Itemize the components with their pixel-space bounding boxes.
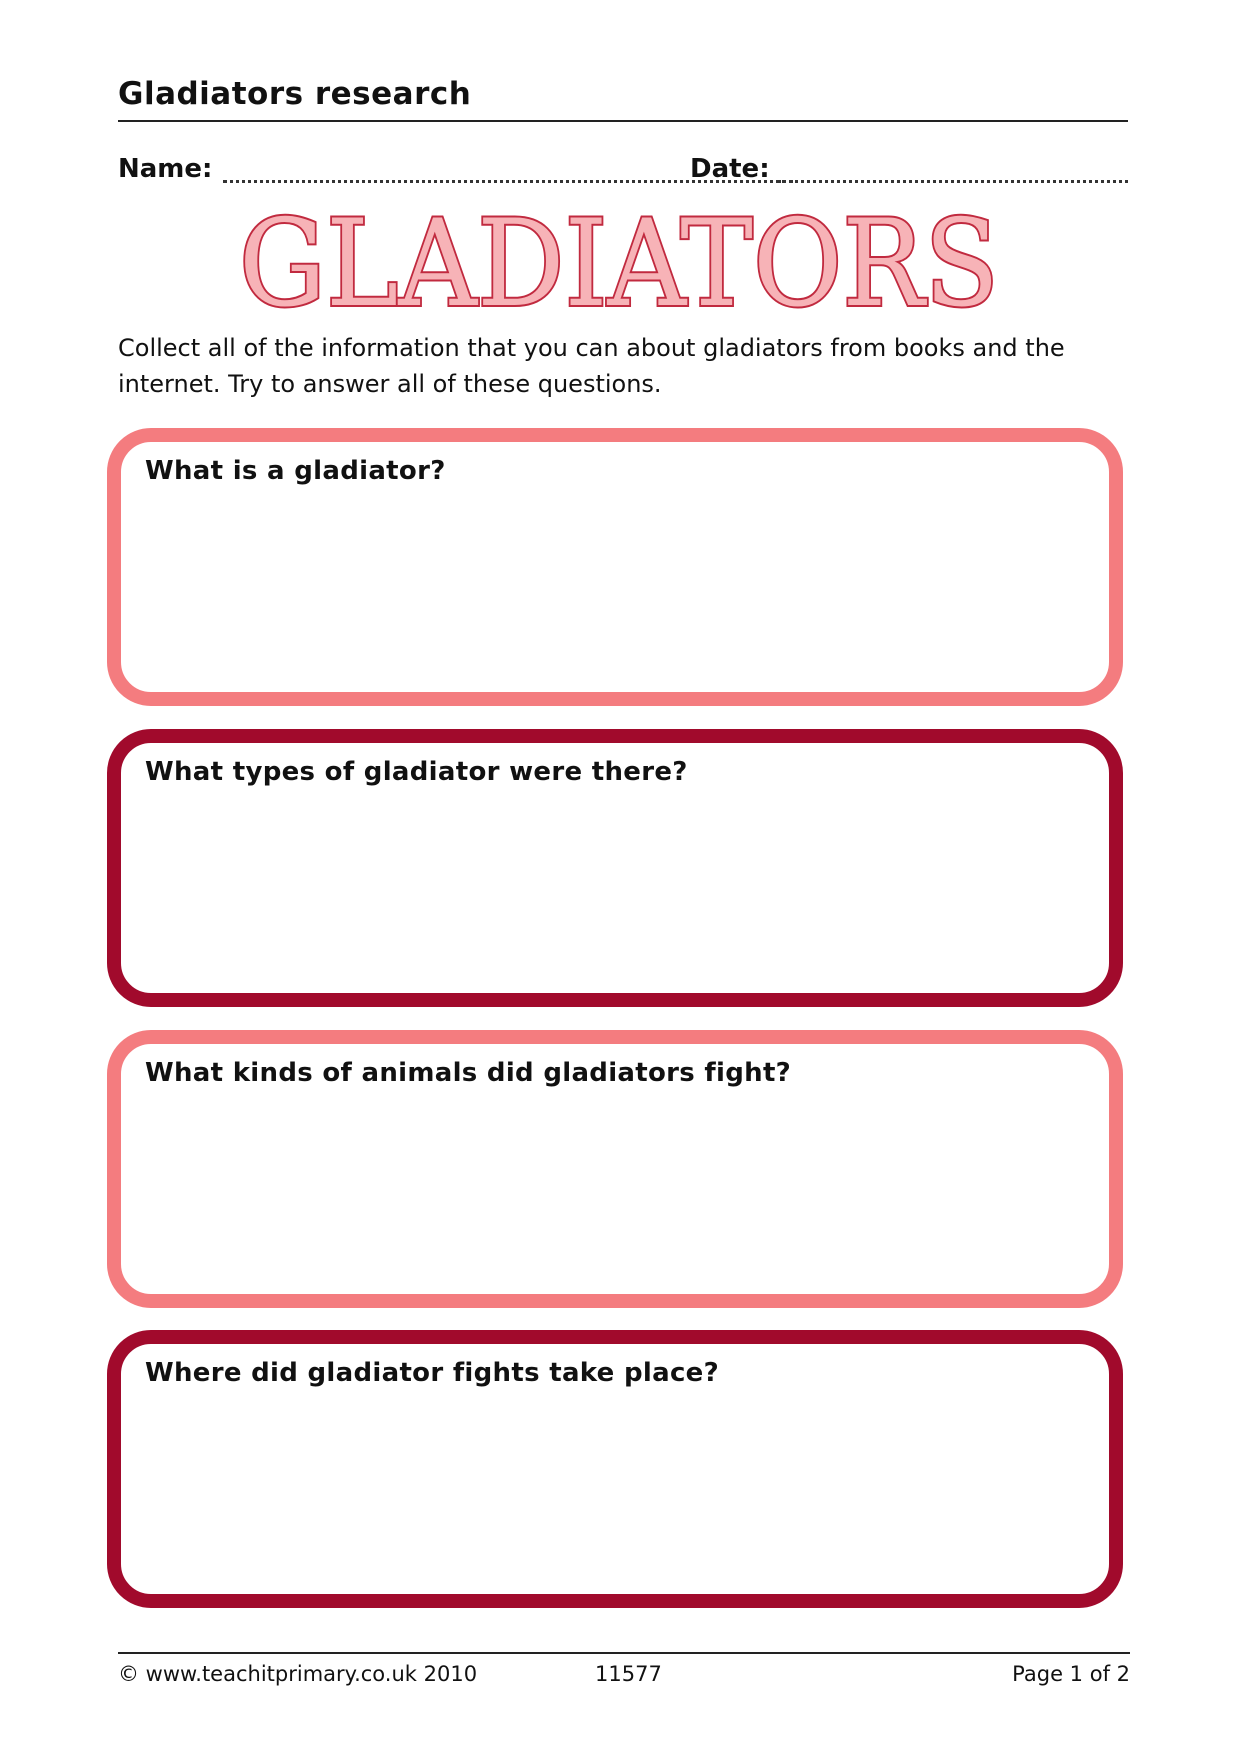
- question-box-animals-fought[interactable]: [107, 1030, 1123, 1308]
- question-what-is-gladiator: What is a gladiator?: [145, 456, 446, 486]
- question-box-types-of-gladiator[interactable]: [107, 729, 1123, 1007]
- page-title: Gladiators research: [118, 76, 472, 112]
- question-where-fights-took-place: Where did gladiator fights take place?: [145, 1358, 719, 1388]
- page-header: [118, 72, 1128, 122]
- gladiators-banner: [0, 195, 1239, 325]
- footer-page-number: Page 1 of 2: [1012, 1662, 1130, 1686]
- page-footer: [118, 1652, 1130, 1694]
- question-box-where-fights-took-place[interactable]: [107, 1330, 1123, 1608]
- question-box-what-is-gladiator[interactable]: [107, 428, 1123, 706]
- banner-svg: [0, 195, 1239, 325]
- question-types-of-gladiator: What types of gladiator were there?: [145, 757, 688, 787]
- name-label: Name:: [118, 154, 213, 184]
- date-field[interactable]: [778, 180, 1128, 183]
- date-label: Date:: [690, 154, 770, 184]
- intro-line-2: internet. Try to answer all of these questions.: [118, 370, 662, 398]
- footer-copyright: © www.teachitprimary.co.uk 2010: [118, 1662, 478, 1686]
- intro-line-1: Collect all of the information that you can about gladiators from books and the: [118, 334, 1065, 362]
- footer-code: 11577: [595, 1662, 662, 1686]
- banner-title: GLADIATORS: [239, 195, 999, 325]
- question-animals-fought: What kinds of animals did gladiators fight?: [145, 1058, 792, 1088]
- name-date-row: [118, 150, 1128, 190]
- intro-text: [118, 330, 1118, 402]
